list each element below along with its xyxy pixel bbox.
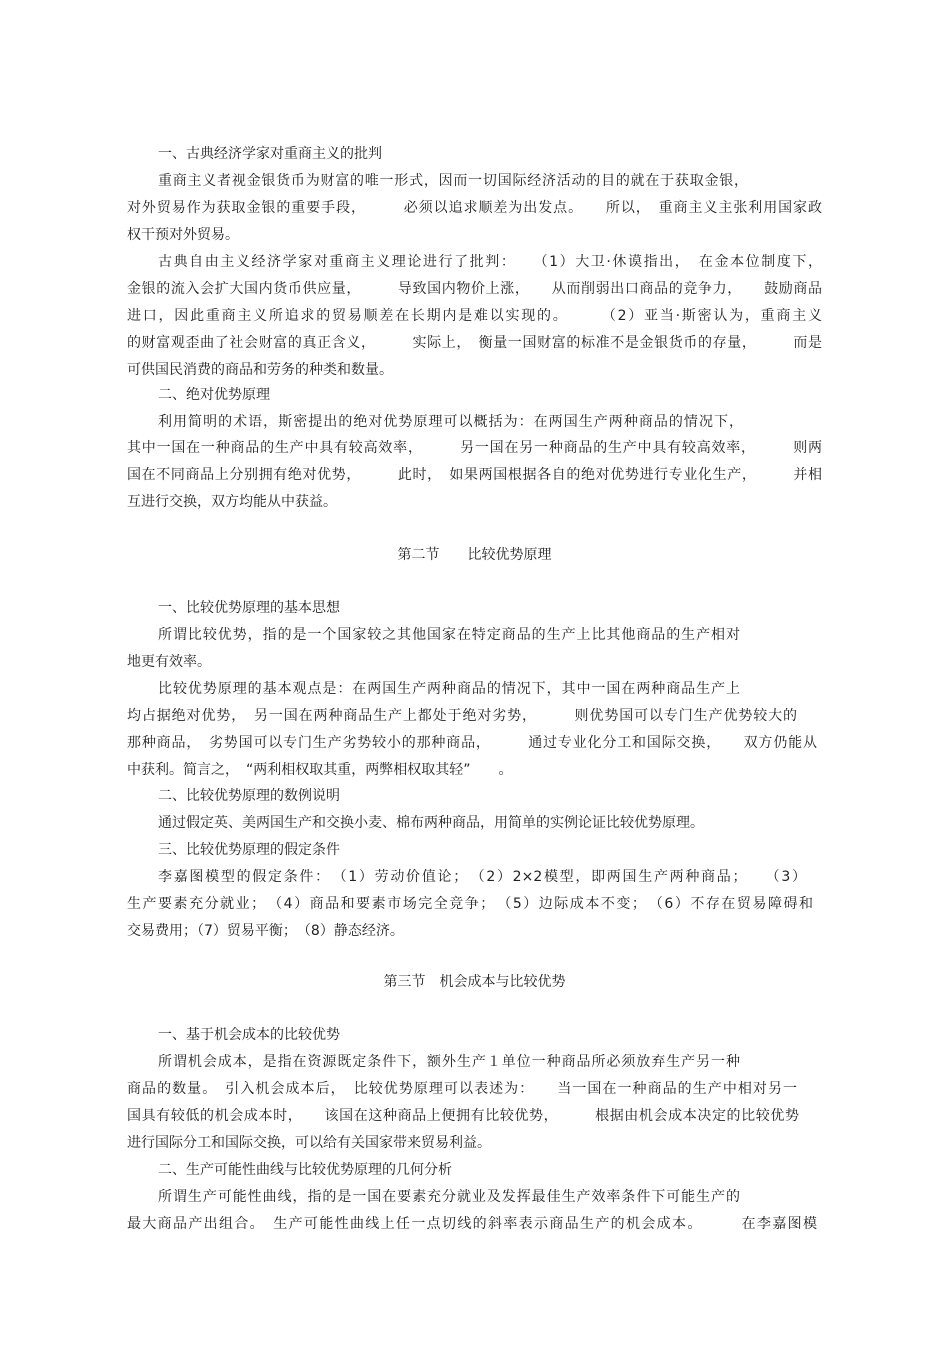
text-line: 对外贸易作为获取金银的重要手段， 必须以追求顺差为出发点。 所以， 重商主义主张利用国家政 [127, 200, 822, 216]
text-line: 所谓生产可能性曲线，指的是一国在要素充分就业及发挥最佳生产效率条件下可能生产的 [158, 1189, 740, 1205]
text-line: 金银的流入会扩大国内货币供应量， 导致国内物价上涨， 从而削弱出口商品的竞争力， 鼓励商品 [127, 281, 822, 297]
chapter-section-title-3: 第三节 机会成本与比较优势 [383, 974, 566, 990]
section-heading-ppf-geometry: 二、生产可能性曲线与比较优势原理的几何分析 [158, 1162, 452, 1178]
text-line: 交易费用；（7）贸易平衡； （8）静态经济。 [127, 923, 404, 939]
text-line: 中获利。简言之， “两利相权取其重，两弊相权取其轻” 。 [127, 762, 513, 778]
chapter-section-title-2: 第二节 比较优势原理 [397, 547, 552, 563]
text-line: 古典自由主义经济学家对重商主义理论进行了批判： （1）大卫·休谟指出， 在金本位制度下， [158, 254, 822, 270]
text-line: 可供国民消费的商品和劳务的种类和数量。 [127, 362, 393, 378]
text-line: 国具有较低的机会成本时， 该国在这种商品上便拥有比较优势， 根据由机会成本决定的比较优势 [127, 1108, 799, 1124]
text-line: 重商主义者视金银货币为财富的唯一形式，因而一切国际经济活动的目的就在于获取金银， [158, 173, 748, 189]
text-line: 权干预对外贸易。 [127, 227, 239, 243]
text-line: 最大商品产出组合。 生产可能性曲线上任一点切线的斜率表示商品生产的机会成本。 在李嘉图模 [127, 1216, 817, 1232]
text-line: 其中一国在一种商品的生产中具有较高效率， 另一国在另一种商品的生产中具有较高效率， 则两 [127, 440, 822, 456]
section-heading-assumptions: 三、比较优势原理的假定条件 [158, 842, 340, 858]
text-line: 生产要素充分就业； （4）商品和要素市场完全竞争； （5）边际成本不变； （6）不存在贸易障碍和 [127, 896, 813, 912]
section-heading-critique-mercantilism: 一、古典经济学家对重商主义的批判 [158, 146, 382, 162]
text-line: 国在不同商品上分别拥有绝对优势， 此时， 如果两国根据各自的绝对优势进行专业化生产， 并相 [127, 467, 822, 483]
text-line: 利用简明的术语，斯密提出的绝对优势原理可以概括为：在两国生产两种商品的情况下， [158, 414, 743, 430]
text-line: 进口，因此重商主义所追求的贸易顺差在长期内是难以实现的。 （2）亚当·斯密认为，重商主义 [127, 308, 822, 324]
text-line: 所谓比较优势，指的是一个国家较之其他国家在特定商品的生产上比其他商品的生产相对 [158, 627, 740, 643]
section-heading-basic-idea: 一、比较优势原理的基本思想 [158, 600, 340, 616]
text-line: 均占据绝对优势， 另一国在两种商品生产上都处于绝对劣势， 则优势国可以专门生产优势较大的 [127, 708, 797, 724]
text-line: 的财富观歪曲了社会财富的真正含义， 实际上， 衡量一国财富的标准不是金银货币的存量， 而是 [127, 335, 822, 351]
section-heading-absolute-advantage: 二、绝对优势原理 [158, 387, 270, 403]
text-line: 李嘉图模型的假定条件： （1）劳动价值论； （2）2×2模型，即两国生产两种商品； （3） [158, 869, 806, 885]
text-line: 地更有效率。 [127, 654, 211, 670]
text-line: 互进行交换，双方均能从中获益。 [127, 494, 337, 510]
text-line: 比较优势原理的基本观点是：在两国生产两种商品的情况下，其中一国在两种商品生产上 [158, 681, 740, 697]
section-heading-numeric-example: 二、比较优势原理的数例说明 [158, 788, 340, 804]
text-line: 进行国际分工和国际交换，可以给有关国家带来贸易利益。 [127, 1135, 491, 1151]
text-line: 所谓机会成本，是指在资源既定条件下，额外生产１单位一种商品所必须放弃生产另一种 [158, 1054, 740, 1070]
text-line: 那种商品， 劣势国可以专门生产劣势较小的那种商品， 通过专业化分工和国际交换， 双方仍能从 [127, 735, 817, 751]
text-line: 商品的数量。 引入机会成本后， 比较优势原理可以表述为： 当一国在一种商品的生产中相对另一 [127, 1081, 797, 1097]
section-heading-opportunity-cost: 一、基于机会成本的比较优势 [158, 1027, 340, 1043]
text-line: 通过假定英、美两国生产和交换小麦、棉布两种商品，用简单的实例论证比较优势原理。 [158, 815, 704, 831]
